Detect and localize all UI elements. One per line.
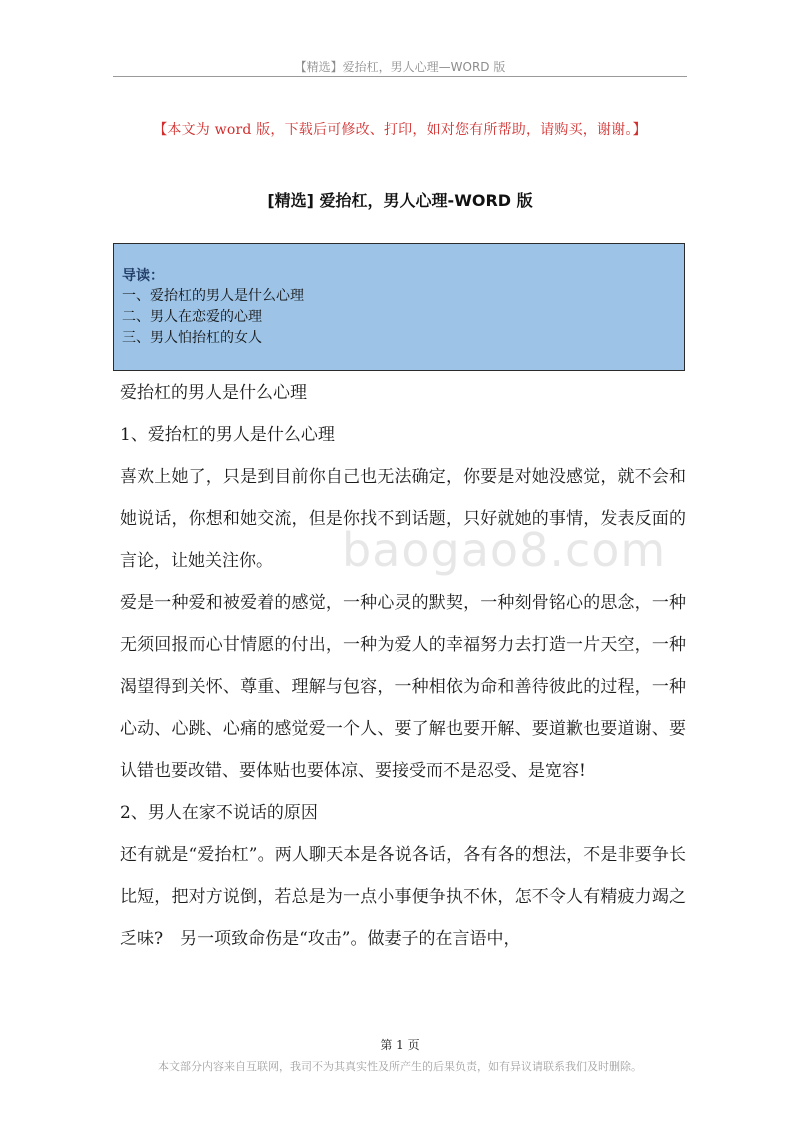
paragraph-3: 还有就是“爱抬杠”。两人聊天本是各说各话，各有各的想法，不是非要争长比短，把对方说倒，若总是为一点小事便争执不休，怎不令人有精疲力竭之乏味? 另一项致命伤是“攻击”。做妻子的在言语中， [120, 845, 686, 949]
footer-disclaimer: 本文部分内容来自互联网，我司不为其真实性及所产生的后果负责，如有异议请联系我们及时删除。 [158, 1060, 642, 1073]
watermark: baogao8.com [342, 523, 667, 577]
guide-label: 导读： [122, 268, 164, 284]
guide-box [113, 243, 685, 371]
document-title: [精选] 爱抬杠，男人心理-WORD 版 [267, 191, 533, 210]
guide-item-2: 二、男人在恋爱的心理 [122, 309, 262, 325]
section-heading: 爱抬杠的男人是什么心理 [120, 383, 307, 403]
guide-item-3: 三、男人怕抬杠的女人 [122, 330, 262, 346]
paragraph-1: 喜欢上她了，只是到目前你自己也无法确定，你要是对她没感觉，就不会和她说话，你想和她交流，但是你找不到话题，只好就她的事情，发表反面的言论，让她关注你。 [120, 467, 686, 571]
guide-item-1: 一、爱抬杠的男人是什么心理 [122, 288, 304, 304]
subsection-heading-1: 1、爱抬杠的男人是什么心理 [120, 425, 335, 445]
purchase-notice: 【本文为 word 版，下载后可修改、打印，如对您有所帮助，请购买，谢谢。】 [153, 122, 647, 138]
subsection-heading-2: 2、男人在家不说话的原因 [120, 803, 318, 823]
running-header: 【精选】爱抬杠，男人心理—WORD 版 [294, 60, 506, 74]
page-number: 第 1 页 [380, 1038, 420, 1052]
header-divider [113, 76, 687, 77]
paragraph-2: 爱是一种爱和被爱着的感觉，一种心灵的默契，一种刻骨铭心的思念，一种无须回报而心甘情愿的付出，一种为爱人的幸福努力去打造一片天空，一种渴望得到关怀、尊重、理解与包容，一种相依为命和善待彼此的过程，一种心动、心跳、心痛的感觉爱一个人、要了解也要开解、要道歉也要道谢、要认错也要改错、要体贴也要体凉、要接受而不是忍受、是宽容! [120, 593, 686, 781]
document-body [120, 372, 686, 960]
